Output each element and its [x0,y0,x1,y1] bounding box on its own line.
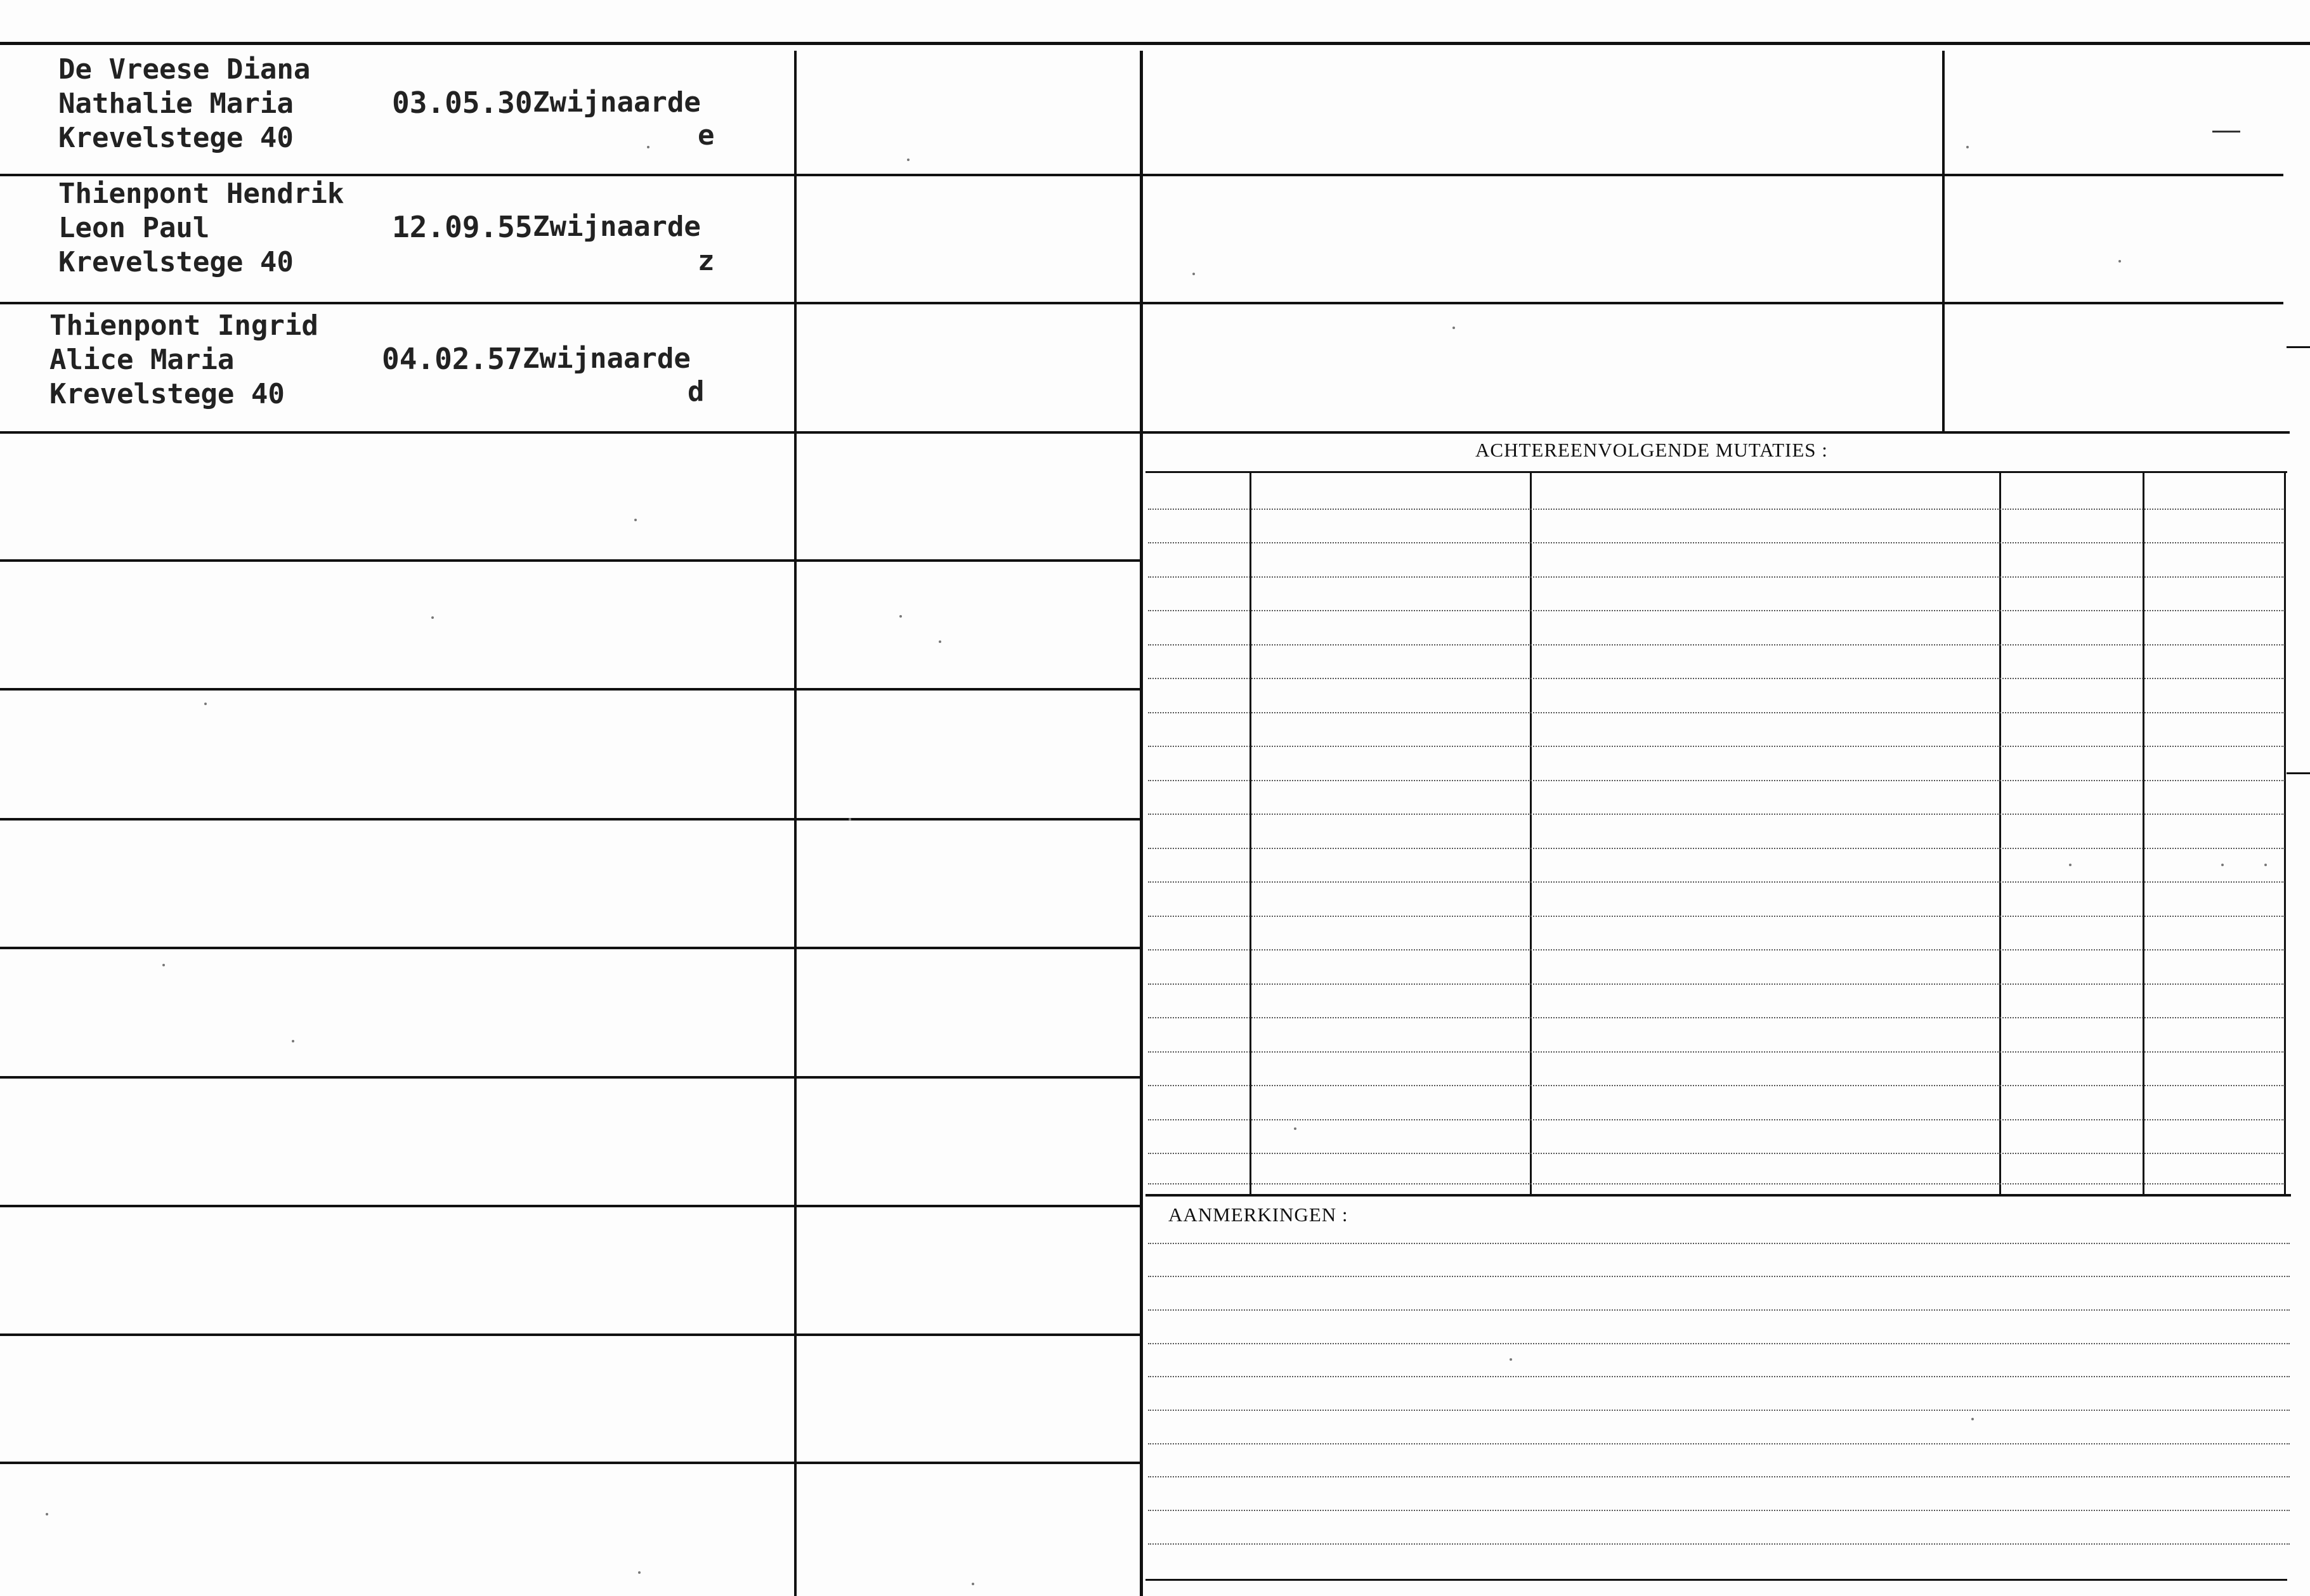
mutaties-rule [1148,576,2285,578]
mutaties-rule [1148,610,2285,611]
mutaties-rule [1148,780,2285,781]
scan-speck [647,146,649,148]
scan-speck [634,519,637,521]
person-1-birth-date: 03.05.30 [392,86,533,120]
person-1-address: Krevelstege 40 [58,122,294,154]
mutaties-rule [1148,983,2285,985]
mutaties-rule [1148,1119,2285,1120]
mutaties-rule [1148,644,2285,646]
person-3-birth-place: Zwijnaarde [523,342,691,375]
person-2-middle-names: Leon Paul [58,212,210,244]
aanmerkingen-rule [1148,1376,2290,1377]
scan-speck [431,616,434,619]
scan-speck [1192,273,1195,275]
mutaties-rule [1148,1017,2285,1018]
row-line-7 [0,947,1142,949]
row-line-2 [0,302,1142,304]
person-3-birth-date: 04.02.57 [382,342,523,376]
mutaties-rule [1148,848,2285,849]
scan-speck [2221,864,2224,866]
scan-speck [899,615,902,618]
mutaties-rule [1148,1085,2285,1086]
aanmerkingen-rule [1148,1410,2290,1411]
person-2-birth-date: 12.09.55 [392,210,533,244]
aanmerkingen-rule [1148,1343,2290,1344]
person-1-code: e [698,119,715,152]
right-row-line-3 [1142,431,2290,434]
person-3-middle-names: Alice Maria [49,344,235,376]
aanmerkingen-rule [1148,1510,2290,1511]
scan-speck [2264,864,2267,866]
person-3-code: d [688,375,705,408]
mutaties-rule [1148,814,2285,815]
mutaties-rule [1148,542,2285,543]
scan-speck [1966,146,1969,148]
mutaties-rule [1148,1183,2285,1184]
row-line-11 [0,1462,1142,1464]
scan-speck [2118,260,2121,263]
scan-speck [1510,1358,1512,1361]
person-1-middle-names: Nathalie Maria [58,88,294,120]
person-3-name: Thienpont Ingrid [49,309,318,342]
scan-speck [2069,864,2072,866]
scan-speck [204,703,207,705]
right-edge-tick-2 [2287,772,2310,774]
scan-speck [1294,1127,1296,1130]
mutaties-rule [1148,949,2285,950]
mutaties-rule [1148,1153,2285,1154]
aanmerkingen-rule [1148,1476,2290,1477]
aanmerkingen-rule [1148,1276,2290,1277]
row-line-5 [0,688,1142,691]
aanmerkingen-rule [1148,1243,2290,1244]
mutaties-table-bottom [1145,1194,2291,1197]
scan-speck [972,1583,974,1585]
aanmerkingen-heading: AANMERKINGEN : [1168,1203,1348,1226]
person-3-address: Krevelstege 40 [49,378,285,410]
mutaties-rule [1148,746,2285,747]
scan-speck [1971,1418,1974,1420]
person-2-birth-place: Zwijnaarde [533,211,701,243]
mutaties-rule [1148,881,2285,883]
scan-speck [638,1571,641,1574]
person-1-name: De Vreese Diana [58,53,311,86]
row-line-3 [0,431,1142,434]
row-line-8 [0,1076,1142,1079]
mutaties-rule [1148,916,2285,917]
top-border [0,42,2310,45]
mutaties-rule [1148,509,2285,510]
row-line-10 [0,1333,1142,1336]
scan-speck [849,818,851,821]
row-line-4 [0,559,1142,562]
mutaties-heading: ACHTEREENVOLGENDE MUTATIES : [1475,439,1828,461]
person-2-name: Thienpont Hendrik [58,178,344,210]
person-1-birth-place: Zwijnaarde [533,86,701,119]
mutaties-table-top [1145,471,2287,473]
scan-speck [162,964,165,966]
row-line-9 [0,1205,1142,1207]
divider-middle-column [1140,51,1143,1596]
scan-speck [939,640,941,643]
dash-mark [2212,131,2240,133]
aanmerkingen-bottom [1145,1579,2287,1581]
mutaties-rule [1148,1051,2285,1053]
person-2-address: Krevelstege 40 [58,246,294,278]
scan-speck [907,159,910,161]
aanmerkingen-rule [1148,1309,2290,1311]
scan-speck [292,1040,294,1042]
right-row-line-2 [1142,302,2283,304]
divider-right-small-column [1942,51,1945,431]
row-line-6 [0,818,1142,821]
right-edge-tick-1 [2287,346,2310,348]
mutaties-rule [1148,678,2285,679]
mutaties-rule [1148,712,2285,713]
scan-speck [1452,327,1455,329]
scan-speck [46,1513,48,1515]
person-2-code: z [698,245,715,277]
right-row-line-1 [1142,174,2283,176]
aanmerkingen-rule [1148,1543,2290,1545]
aanmerkingen-rule [1148,1443,2290,1444]
divider-name-column [794,51,797,1596]
